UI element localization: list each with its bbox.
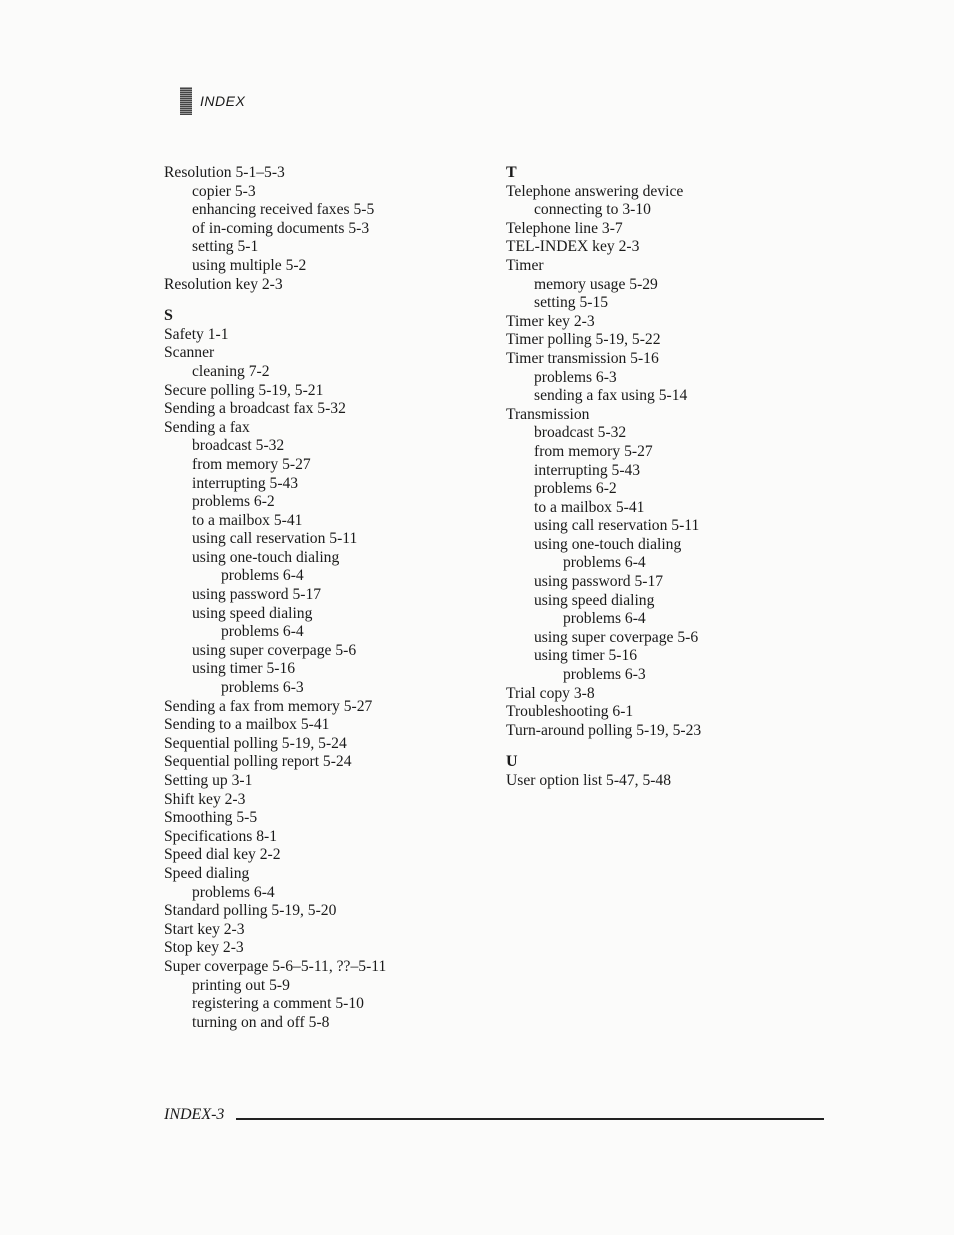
index-subentry: problems 6-3 [534, 368, 617, 386]
index-entry: Stop key 2-3 [164, 939, 244, 957]
footer-rule [236, 1118, 824, 1120]
index-entry: Troubleshooting 6-1 [506, 703, 634, 721]
index-subentry: interrupting 5-43 [534, 461, 641, 479]
index-subentry: using super coverpage 5-6 [192, 641, 357, 659]
index-entry: Trial copy 3-8 [506, 684, 595, 702]
index-entry: Turn-around polling 5-19, 5-23 [506, 721, 702, 739]
index-entry: Timer [506, 256, 544, 274]
index-entry: Sequential polling report 5-24 [164, 753, 352, 771]
index-entry: Timer key 2-3 [506, 312, 595, 330]
index-letter-heading: S [164, 307, 173, 325]
index-subentry: from memory 5-27 [192, 455, 311, 473]
index-entry: Telephone answering device [506, 182, 684, 200]
page-footer [164, 1106, 824, 1124]
index-subentry: setting 5-1 [192, 238, 259, 256]
index-entry: User option list 5-47, 5-48 [506, 772, 672, 789]
index-entry: Super coverpage 5-6–5-11, ??–5-11 [164, 957, 387, 975]
index-entry: Start key 2-3 [164, 920, 245, 938]
index-subentry: using timer 5-16 [192, 660, 296, 678]
index-subentry: broadcast 5-32 [192, 437, 285, 455]
index-column-right [506, 164, 836, 791]
index-letter-heading: U [506, 753, 518, 771]
index-subentry: broadcast 5-32 [534, 424, 627, 442]
index-subentry: printing out 5-9 [192, 976, 290, 994]
page-number: INDEX-3 [164, 1106, 225, 1123]
index-subentry: connecting to 3-10 [534, 201, 651, 219]
index-subentry: problems 6-4 [563, 610, 646, 628]
index-subentry: to a mailbox 5-41 [192, 511, 303, 529]
section-gap [506, 740, 836, 753]
index-subentry: setting 5-15 [534, 294, 609, 312]
index-entry: Sequential polling 5-19, 5-24 [164, 734, 347, 752]
index-entry: Resolution 5-1–5-3 [164, 164, 285, 181]
index-subentry: problems 6-4 [192, 883, 275, 901]
index-subentry: using call reservation 5-11 [534, 517, 700, 535]
section-tab-marker [180, 87, 192, 115]
index-column-left [164, 164, 494, 1032]
index-subentry: using speed dialing [534, 591, 655, 609]
index-subentry: to a mailbox 5-41 [534, 498, 645, 516]
index-entry: Speed dial key 2-2 [164, 846, 281, 864]
index-entry: Transmission [506, 405, 590, 423]
index-entry: Telephone line 3-7 [506, 219, 623, 237]
index-subentry: turning on and off 5-8 [192, 1013, 330, 1031]
index-subentry: sending a fax using 5-14 [534, 387, 688, 405]
running-header [180, 86, 245, 116]
index-entry: Scanner [164, 344, 215, 362]
index-subentry: using timer 5-16 [534, 647, 638, 665]
index-subentry: memory usage 5-29 [534, 275, 658, 293]
index-entry: Safety 1-1 [164, 325, 229, 343]
index-subentry: using call reservation 5-11 [192, 530, 358, 548]
index-entry: Sending to a mailbox 5-41 [164, 716, 330, 734]
index-subentry: registering a comment 5-10 [192, 995, 364, 1013]
index-subentry: problems 6-3 [563, 666, 646, 684]
index-subentry: problems 6-2 [534, 480, 617, 498]
index-subentry: from memory 5-27 [534, 442, 653, 460]
index-letter-heading: T [506, 164, 517, 181]
index-subentry: of in-coming documents 5-3 [192, 219, 370, 237]
section-gap [164, 294, 494, 307]
index-subentry: using one-touch dialing [192, 548, 340, 566]
index-entry: Timer transmission 5-16 [506, 349, 659, 367]
index-subentry: using super coverpage 5-6 [534, 628, 699, 646]
index-entry: Sending a broadcast fax 5-32 [164, 400, 346, 418]
index-subentry: using multiple 5-2 [192, 256, 307, 274]
index-subentry: problems 6-4 [221, 623, 304, 641]
index-entry: Specifications 8-1 [164, 827, 278, 845]
index-entry: Setting up 3-1 [164, 772, 253, 789]
index-subentry: problems 6-3 [221, 679, 304, 697]
index-subentry: using one-touch dialing [534, 535, 682, 553]
index-subentry: enhancing received faxes 5-5 [192, 201, 375, 219]
index-subentry: cleaning 7-2 [192, 362, 270, 380]
index-subentry: using speed dialing [192, 604, 313, 622]
header-title: INDEX [200, 93, 246, 109]
index-entry: Smoothing 5-5 [164, 809, 258, 827]
index-entry: Timer polling 5-19, 5-22 [506, 331, 661, 349]
index-subentry: problems 6-4 [221, 567, 304, 585]
index-subentry: using password 5-17 [534, 573, 664, 591]
index-entry: Sending a fax from memory 5-27 [164, 697, 373, 715]
index-entry: Secure polling 5-19, 5-21 [164, 381, 324, 399]
index-subentry: using password 5-17 [192, 586, 322, 604]
index-entry: Shift key 2-3 [164, 790, 246, 808]
index-subentry: copier 5-3 [192, 182, 256, 200]
index-entry: Speed dialing [164, 864, 250, 882]
index-entry: Resolution key 2-3 [164, 275, 283, 293]
index-entry: Standard polling 5-19, 5-20 [164, 902, 337, 920]
index-subentry: problems 6-2 [192, 493, 275, 511]
index-entry: TEL-INDEX key 2-3 [506, 238, 640, 256]
index-subentry: problems 6-4 [563, 554, 646, 572]
index-subentry: interrupting 5-43 [192, 474, 299, 492]
index-entry: Sending a fax [164, 418, 250, 436]
